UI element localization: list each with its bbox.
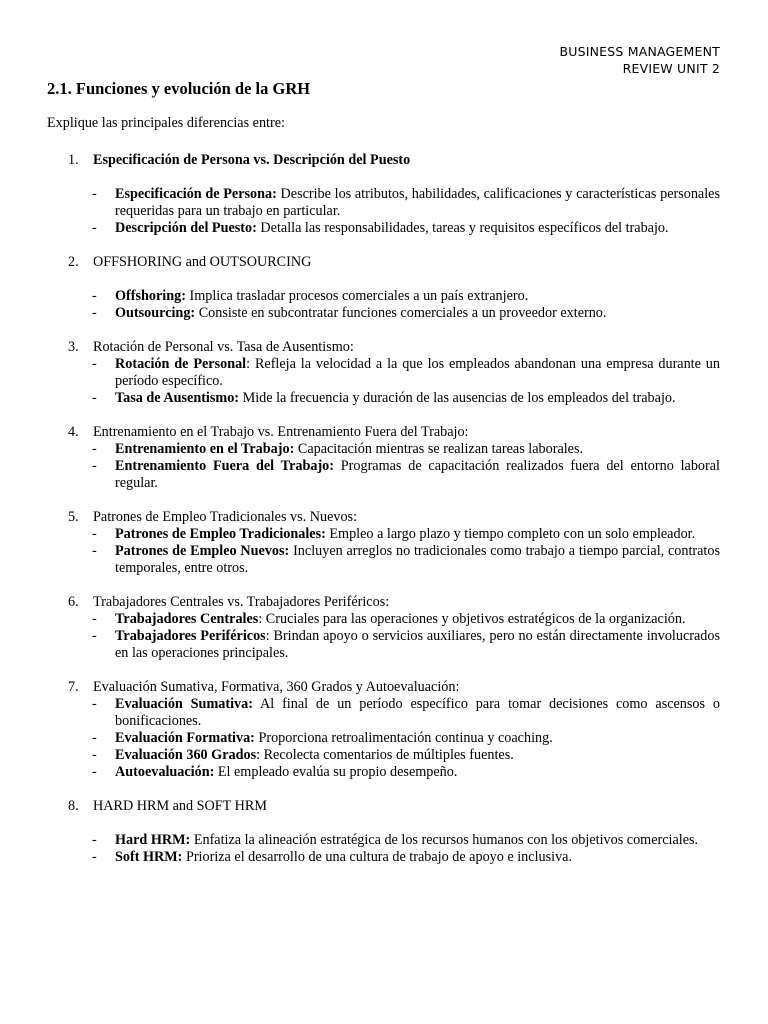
question-number: 2.	[68, 254, 79, 270]
definition-term: Rotación de Personal	[115, 356, 247, 372]
definition-item	[92, 764, 720, 781]
definition-text	[115, 543, 720, 577]
definition-term: Evaluación Formativa:	[115, 730, 255, 746]
question-heading	[47, 424, 720, 441]
question-list	[47, 152, 720, 866]
question-heading	[47, 798, 720, 815]
definition-description: Capacitación mientras se realizan tareas laborales.	[294, 441, 584, 457]
question-number: 5.	[68, 509, 79, 525]
definition-list	[47, 832, 720, 866]
header-unit: REVIEW UNIT 2	[622, 61, 720, 76]
definition-term: Offshoring:	[115, 288, 186, 304]
definition-list	[47, 356, 720, 407]
dash-bullet: -	[92, 526, 97, 542]
dash-bullet: -	[92, 356, 97, 372]
definition-description: Al final de un período específico para tomar decisiones como ascensos o bonificaciones.	[115, 696, 720, 729]
definition-term: Tasa de Ausentismo:	[115, 390, 240, 406]
question-heading-text: Especificación de Persona vs. Descripción del Puesto	[93, 152, 411, 168]
definition-text	[115, 849, 720, 866]
definition-list	[47, 441, 720, 492]
definition-text	[115, 220, 720, 237]
definition-term: Descripción del Puesto:	[115, 220, 257, 236]
definition-term: Evaluación 360 Grados	[115, 747, 257, 763]
blank-line	[47, 271, 720, 288]
dash-bullet: -	[92, 747, 97, 763]
question-item	[47, 339, 720, 407]
question-heading-text: Entrenamiento en el Trabajo vs. Entrenamiento Fuera del Trabajo:	[93, 424, 469, 440]
definition-text	[115, 305, 720, 322]
definition-item	[92, 356, 720, 390]
question-heading	[47, 679, 720, 696]
question-item	[47, 152, 720, 237]
definition-description: Detalla las responsabilidades, tareas y requisitos específicos del trabajo.	[256, 220, 669, 236]
definition-term: Especificación de Persona:	[115, 186, 277, 202]
intro-text: Explique las principales diferencias entre:	[47, 115, 285, 131]
definition-description: Implica trasladar procesos comerciales a un país extranjero.	[185, 288, 529, 304]
question-heading-text: Rotación de Personal vs. Tasa de Ausentismo:	[93, 339, 354, 355]
definition-item	[92, 526, 720, 543]
dash-bullet: -	[92, 611, 97, 627]
dash-bullet: -	[92, 441, 97, 457]
definition-item	[92, 832, 720, 849]
question-heading-text: Evaluación Sumativa, Formativa, 360 Grados y Autoevaluación:	[93, 679, 460, 695]
dash-bullet: -	[92, 696, 97, 712]
definition-description: : Refleja la velocidad a la que los empleados abandonan una empresa durante un período específico.	[115, 356, 720, 389]
definition-term: Trabajadores Centrales	[115, 611, 259, 627]
definition-description: : Brindan apoyo o servicios auxiliares, pero no están directamente involucrados en las operaciones principales.	[115, 628, 720, 661]
question-item	[47, 594, 720, 662]
definition-item	[92, 730, 720, 747]
definition-list	[47, 526, 720, 577]
blank-line	[47, 815, 720, 832]
definition-text	[115, 186, 720, 220]
dash-bullet: -	[92, 764, 97, 780]
page-header	[559, 43, 720, 77]
definition-term: Entrenamiento Fuera del Trabajo:	[115, 458, 334, 474]
definition-text	[115, 288, 720, 305]
question-heading	[47, 152, 720, 169]
definition-item	[92, 186, 720, 220]
definition-description: Enfatiza la alineación estratégica de los recursos humanos con los objetivos comerciales.	[190, 832, 699, 848]
question-heading-text: HARD HRM and SOFT HRM	[93, 798, 267, 814]
question-heading	[47, 594, 720, 611]
definition-item	[92, 288, 720, 305]
definition-text	[115, 696, 720, 730]
definition-term: Outsourcing:	[115, 305, 196, 321]
definition-description: El empleado evalúa su propio desempeño.	[214, 764, 458, 780]
definition-term: Hard HRM:	[115, 832, 191, 848]
question-item	[47, 798, 720, 866]
definition-term: Trabajadores Periféricos	[115, 628, 266, 644]
definition-item	[92, 543, 720, 577]
definition-term: Entrenamiento en el Trabajo:	[115, 441, 295, 457]
definition-term: Patrones de Empleo Tradicionales:	[115, 526, 326, 542]
dash-bullet: -	[92, 730, 97, 746]
question-heading	[47, 254, 720, 271]
dash-bullet: -	[92, 849, 97, 865]
definition-list	[47, 186, 720, 237]
question-number: 8.	[68, 798, 79, 814]
definition-text	[115, 356, 720, 390]
definition-description: : Recolecta comentarios de múltiples fuentes.	[256, 747, 514, 763]
question-heading-text: Trabajadores Centrales vs. Trabajadores Periféricos:	[93, 594, 390, 610]
dash-bullet: -	[92, 390, 97, 406]
definition-description: Prioriza el desarrollo de una cultura de trabajo de apoyo e inclusiva.	[182, 849, 573, 865]
dash-bullet: -	[92, 458, 97, 474]
definition-text	[115, 526, 720, 543]
definition-text	[115, 628, 720, 662]
definition-description: Incluyen arreglos no tradicionales como trabajo a tiempo parcial, contratos temporales, entre otros.	[115, 543, 720, 576]
definition-list	[47, 696, 720, 781]
dash-bullet: -	[92, 305, 97, 321]
question-number: 1.	[68, 152, 79, 168]
question-item	[47, 679, 720, 781]
definition-list	[47, 611, 720, 662]
dash-bullet: -	[92, 186, 97, 202]
definition-description: Mide la frecuencia y duración de las ausencias de los empleados del trabajo.	[239, 390, 676, 406]
definition-item	[92, 611, 720, 628]
definition-item	[92, 696, 720, 730]
definition-item	[92, 628, 720, 662]
question-heading	[47, 339, 720, 356]
definition-item	[92, 747, 720, 764]
definition-text	[115, 747, 720, 764]
definition-description: Programas de capacitación realizados fuera del entorno laboral regular.	[115, 458, 720, 491]
question-item	[47, 424, 720, 492]
dash-bullet: -	[92, 288, 97, 304]
definition-text	[115, 611, 720, 628]
document-body	[47, 115, 720, 883]
definition-text	[115, 458, 720, 492]
dash-bullet: -	[92, 832, 97, 848]
definition-description: : Cruciales para las operaciones y objetivos estratégicos de la organización.	[258, 611, 686, 627]
definition-text	[115, 764, 720, 781]
definition-term: Patrones de Empleo Nuevos:	[115, 543, 290, 559]
section-title: 2.1. Funciones y evolución de la GRH	[47, 79, 311, 98]
definition-item	[92, 305, 720, 322]
question-number: 4.	[68, 424, 79, 440]
definition-item	[92, 458, 720, 492]
question-number: 7.	[68, 679, 79, 695]
dash-bullet: -	[92, 628, 97, 644]
definition-item	[92, 849, 720, 866]
definition-list	[47, 288, 720, 322]
definition-term: Soft HRM:	[115, 849, 183, 865]
question-number: 3.	[68, 339, 79, 355]
definition-text	[115, 441, 720, 458]
definition-description: Describe los atributos, habilidades, calificaciones y características personales requeridas para un trabajo en particular.	[115, 186, 720, 219]
definition-item	[92, 220, 720, 237]
definition-item	[92, 390, 720, 407]
question-heading-text: OFFSHORING and OUTSOURCING	[93, 254, 312, 270]
definition-description: Empleo a largo plazo y tiempo completo con un solo empleador.	[325, 526, 696, 542]
definition-description: Proporciona retroalimentación continua y coaching.	[254, 730, 553, 746]
definition-term: Autoevaluación:	[115, 764, 215, 780]
definition-text	[115, 832, 720, 849]
definition-term: Evaluación Sumativa:	[115, 696, 253, 712]
question-heading	[47, 509, 720, 526]
question-item	[47, 509, 720, 577]
header-course: BUSINESS MANAGEMENT	[559, 44, 720, 59]
definition-text	[115, 730, 720, 747]
question-heading-text: Patrones de Empleo Tradicionales vs. Nuevos:	[93, 509, 358, 525]
dash-bullet: -	[92, 543, 97, 559]
dash-bullet: -	[92, 220, 97, 236]
blank-line	[47, 169, 720, 186]
question-item	[47, 254, 720, 322]
definition-item	[92, 441, 720, 458]
definition-text	[115, 390, 720, 407]
definition-description: Consiste en subcontratar funciones comerciales a un proveedor externo.	[195, 305, 607, 321]
question-number: 6.	[68, 594, 79, 610]
